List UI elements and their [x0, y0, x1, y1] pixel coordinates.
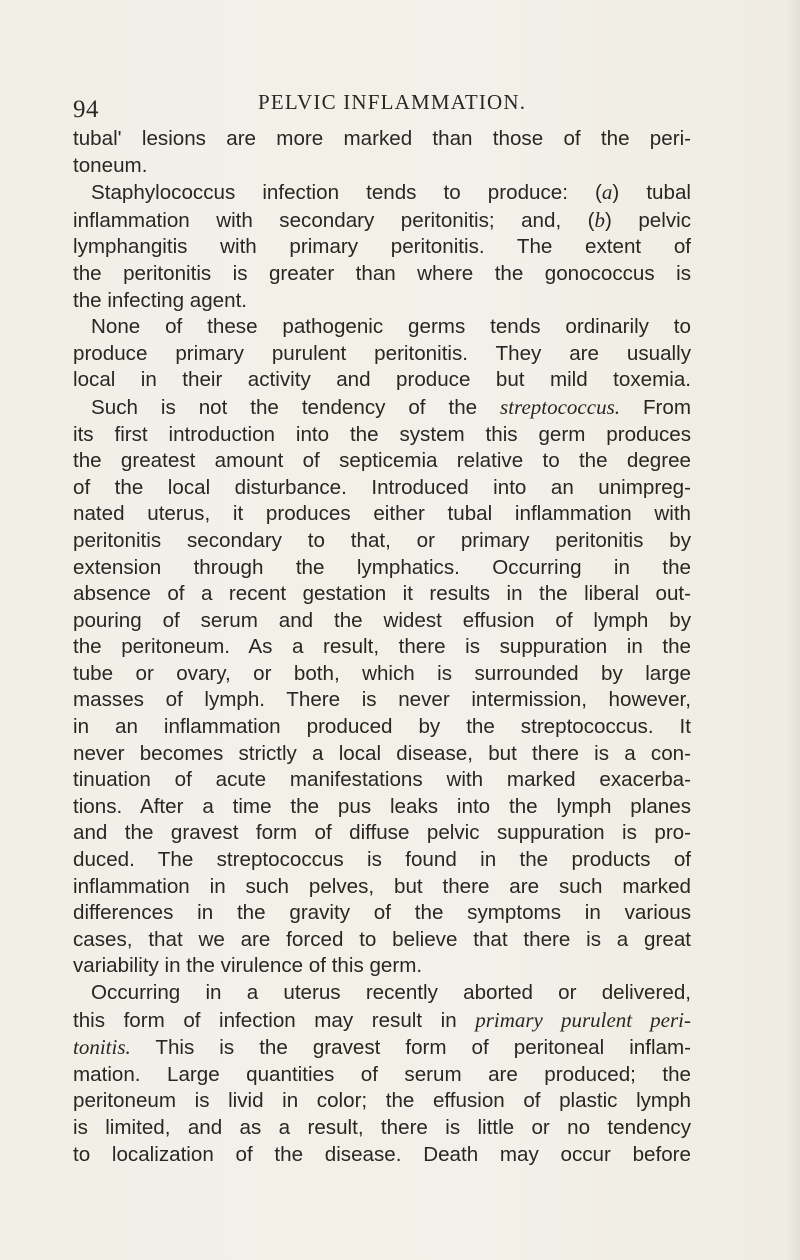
text-line	[73, 153, 691, 180]
text-line	[73, 581, 691, 608]
text-line	[73, 714, 691, 741]
text-segment: Occurring in a uterus recently aborted or delivered,	[91, 981, 691, 1004]
text-segment: tions. After a time the pus leaks into the lymph planes	[73, 794, 691, 818]
body-text	[73, 126, 691, 1168]
text-segment: tube or ovary, or both, which is surrounded by large	[73, 661, 691, 685]
text-line	[73, 820, 691, 847]
text-line	[73, 528, 691, 555]
italic-text: b	[594, 207, 606, 232]
text-line	[73, 234, 691, 261]
italic-text: a	[601, 180, 613, 205]
text-line	[73, 980, 691, 1007]
text-segment: extension through the lymphatics. Occurring in the	[73, 555, 691, 579]
text-line	[73, 555, 691, 582]
text-segment: inflammation in such pelves, but there are such marked	[73, 874, 691, 898]
text-segment: and the gravest form of diffuse pelvic suppuration is pro-	[73, 821, 691, 845]
text-line	[73, 1007, 691, 1035]
text-segment: toneum.	[73, 153, 148, 177]
text-segment: Such is not the tendency of the	[91, 395, 501, 419]
running-head: PELVIC INFLAMMATION.	[258, 90, 527, 114]
text-line	[73, 794, 691, 821]
text-segment: lymphangitis with primary peritonitis. The extent of	[73, 235, 691, 259]
text-line	[73, 927, 691, 954]
text-line	[73, 341, 691, 368]
text-line	[73, 741, 691, 768]
text-segment: differences in the gravity of the symptoms in various	[73, 901, 691, 925]
text-line	[73, 1088, 691, 1115]
text-segment: Staphylococcus infection tends to produce: (	[91, 181, 602, 205]
text-line	[73, 314, 691, 341]
text-line	[73, 1142, 691, 1169]
text-segment: never becomes strictly a local disease, but there is a con-	[73, 741, 691, 765]
text-line	[73, 422, 691, 449]
text-line	[73, 687, 691, 714]
text-line	[73, 1034, 691, 1062]
text-line	[73, 900, 691, 927]
text-segment: variability in the virulence of this germ.	[73, 954, 423, 978]
text-segment: cases, that we are forced to believe that there is a great	[73, 927, 691, 951]
text-line	[73, 475, 691, 502]
text-segment: None of these pathogenic germs tends ordinarily to	[91, 315, 691, 339]
italic-text: tonitis.	[73, 1035, 131, 1060]
text-line	[73, 767, 691, 794]
text-segment: the infecting agent.	[73, 288, 248, 312]
text-line	[73, 261, 691, 288]
text-line	[73, 608, 691, 635]
text-segment: in an inflammation produced by the streptococcus. It	[73, 715, 691, 739]
text-line	[73, 847, 691, 874]
text-segment: mation. Large quantities of serum are produced; the	[73, 1062, 691, 1086]
italic-text: primary purulent peri-	[475, 1007, 691, 1032]
text-line	[73, 1115, 691, 1142]
text-segment: pouring of serum and the widest effusion of lymph by	[73, 608, 691, 632]
text-line	[73, 394, 691, 422]
text-line	[73, 953, 691, 980]
text-segment: produce primary purulent peritonitis. They are usually	[73, 341, 691, 365]
text-line	[73, 207, 691, 235]
text-segment: inflammation with secondary peritonitis; and, (	[73, 208, 595, 232]
text-line	[73, 874, 691, 901]
text-segment: tinuation of acute manifestations with marked exacerba-	[73, 768, 691, 792]
italic-text: streptococcus.	[500, 394, 620, 419]
text-line	[73, 1062, 691, 1089]
text-segment: the greatest amount of septicemia relative to the degree	[73, 449, 691, 473]
text-segment: the peritonitis is greater than where the gonococcus is	[73, 261, 691, 285]
text-line	[73, 501, 691, 528]
text-segment: ) pelvic	[605, 208, 691, 232]
page-number: 94	[73, 96, 99, 123]
text-segment: duced. The streptococcus is found in the products of	[73, 848, 691, 872]
text-line	[73, 126, 691, 153]
text-segment: of the local disturbance. Introduced into an unimpreg-	[73, 475, 691, 499]
page-edge-shadow	[786, 0, 800, 1260]
text-segment: This is the gravest form of peritoneal inflam-	[130, 1036, 691, 1060]
text-segment: ) tubal	[612, 181, 691, 205]
text-segment: is limited, and as a result, there is little or no tendency	[73, 1115, 691, 1139]
text-segment: absence of a recent gestation it results in the liberal out-	[73, 582, 691, 606]
text-line	[73, 179, 691, 207]
text-line	[73, 448, 691, 475]
text-segment: tubal' lesions are more marked than those of the peri-	[73, 127, 691, 150]
text-line	[73, 661, 691, 688]
text-segment: nated uterus, it produces either tubal inflammation with	[73, 502, 691, 526]
text-segment: masses of lymph. There is never intermission, however,	[73, 688, 691, 712]
text-line	[73, 634, 691, 661]
text-segment: this form of infection may result in	[73, 1008, 476, 1032]
text-segment: local in their activity and produce but mild toxemia.	[73, 368, 691, 392]
text-segment: to localization of the disease. Death may occur before	[73, 1142, 691, 1166]
text-segment: the peritoneum. As a result, there is suppuration in the	[73, 635, 691, 659]
text-line	[73, 288, 691, 315]
text-segment: its first introduction into the system this germ produces	[73, 422, 691, 446]
text-segment: peritonitis secondary to that, or primary peritonitis by	[73, 528, 691, 552]
text-line	[73, 367, 691, 394]
text-segment: From	[620, 395, 691, 419]
text-segment: peritoneum is livid in color; the effusion of plastic lymph	[73, 1089, 691, 1113]
